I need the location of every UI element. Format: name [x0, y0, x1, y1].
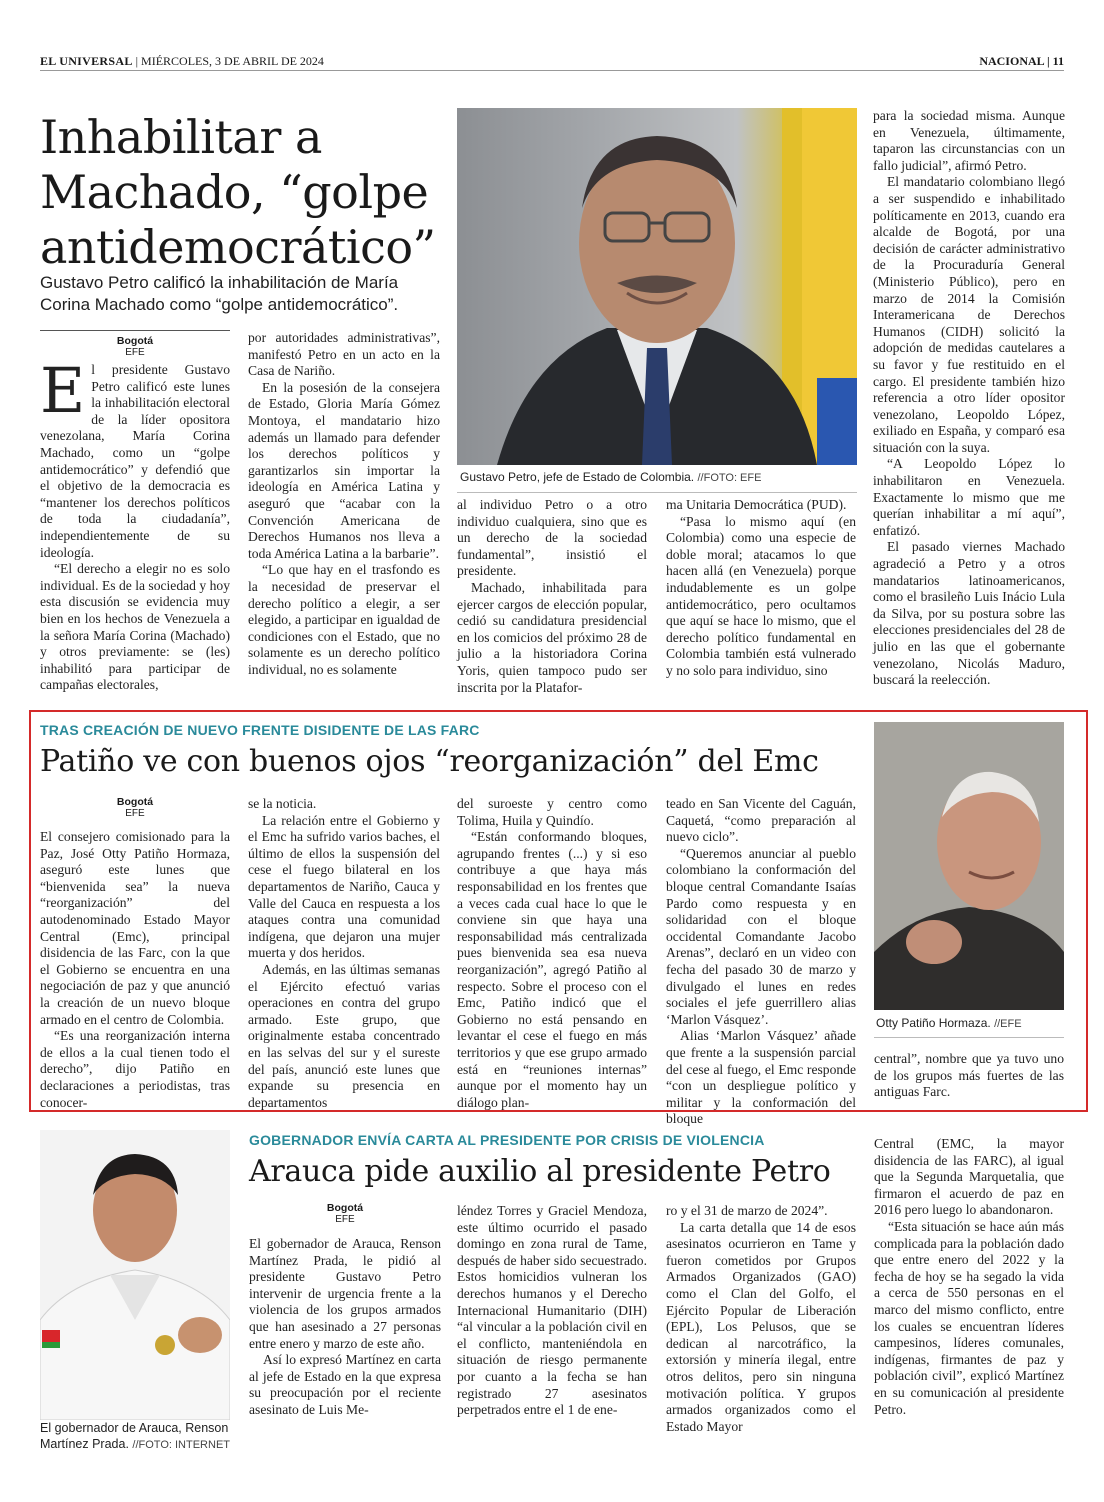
dateline: Bogotá: [326, 1202, 364, 1214]
paragraph: “A Leopoldo López lo inhabilitaron en Venezuela. Exactamente lo mismo que me querían inhabilitar a mí aquí”, enfatizó.: [873, 456, 1065, 538]
portrait-illustration: [40, 1130, 230, 1420]
story1-deck: Gustavo Petro calificó la inhabilitación de María Corina Machado como “golpe antidemocrático”.: [40, 273, 399, 314]
story3-column-3: [666, 1203, 856, 1435]
story2-byline: [40, 797, 230, 819]
paragraph: En la posesión de la consejera de Estado, Gloria María Gómez Montoya, el mandatario hizo además un llamado para defender los derechos políticos y garantizarlos sin importar la ideología en América Latina y aseguró que “acabar con la Convención Americana de Derechos Humanos nos lleva a toda América Latina a la barbarie”.: [248, 379, 440, 561]
paragraph: El mandatario colombiano llegó a ser suspendido e inhabilitado políticamente en 2013, cuando era alcalde de Bogotá, por una decisión de carácter administrativo de la Procuraduría General (Ministerio Público), pero en marzo de 2014 la Comisión Interamericana de Derechos Humanos (CIDH) solicitó la adopción de medidas cautelares a su favor y fue restituido en el cargo. El presidente también hizo referencia a otro líder opositor venezolano, Leopoldo López, exiliado en España, y comparó esa situación con la suya.: [873, 174, 1065, 455]
story3-byline: [249, 1203, 441, 1225]
caption-text: Gustavo Petro, jefe de Estado de Colombia.: [460, 470, 695, 484]
patino-photo-caption: [876, 1016, 1066, 1032]
paragraph: al individuo Petro o a otro individuo cualquiera, sino que es un derecho de la sociedad fundamental”, insistió el presidente.: [457, 497, 647, 579]
dateline: Bogotá: [116, 796, 154, 808]
paragraph: Alias ‘Marlon Vásquez’ añade que frente a la suspensión parcial del cese al fuego, el Emc responde “con un despliegue político y militar y la conformación del bloque: [666, 1028, 856, 1127]
paragraph: ro y el 31 de marzo de 2024”.: [666, 1203, 828, 1218]
governor-photo: [40, 1130, 230, 1420]
story1-column-2: [248, 330, 440, 678]
story3-column-1: [249, 1236, 441, 1419]
caption-text: Otty Patiño Hormaza.: [876, 1016, 991, 1030]
paragraph: por autoridades administrativas”, manifestó Petro en un acto en la Casa de Nariño.: [248, 330, 440, 379]
governor-photo-caption: [40, 1420, 240, 1453]
portrait-illustration: [874, 722, 1064, 1010]
patino-photo: [874, 722, 1064, 1010]
agency: EFE: [125, 347, 145, 358]
petro-photo-caption: [460, 470, 860, 486]
drop-cap: E: [40, 354, 86, 427]
issue-date: MIÉRCOLES, 3 DE ABRIL DE 2024: [141, 54, 324, 68]
paragraph: léndez Torres y Graciel Mendoza, este último ocurrido el pasado domingo en zona rural de Tame, después de haber sido secuestrado. Estos homicidios vulneran los derechos humanos y el Derecho Internacional Humanitario (DIH) “al vincular a la población civil en el conflicto, manteniéndola en situación de riesgo permanente por cuanto a la fecha se han registrado 27 asesinatos perpetrados entre el 1 de ene-: [457, 1203, 647, 1418]
section-page: NACIONAL | 11: [979, 54, 1064, 68]
story3-kicker: GOBERNADOR ENVÍA CARTA AL PRESIDENTE POR CRISIS DE VIOLENCIA: [249, 1132, 765, 1148]
paragraph: para la sociedad misma. Aunque en Venezuela, últimamente, taparon las circunstancias con un fallo judicial”, afirmó Petro.: [873, 108, 1065, 173]
headline-line: Machado, “golpe: [40, 165, 429, 219]
newspaper-name: EL UNIVERSAL: [40, 54, 133, 68]
story1-headline: [40, 110, 450, 275]
paragraph: central”, nombre que ya tuvo uno de los grupos más fuertes de las antiguas Farc.: [874, 1051, 1064, 1100]
paragraph: del suroeste y centro como Tolima, Huila y Quindío.: [457, 796, 647, 828]
story2-column-2: [248, 796, 440, 1111]
petro-photo: [457, 108, 857, 465]
paragraph: El pasado viernes Machado agradeció a Petro y a otros mandatarios latinoamericanos, como el brasileño Luis Inácio Lula da Silva, por su postura sobre las elecciones presidenciales del 28 de julio en las que el gobernante venezolano, Nicolás Maduro, buscará la reelección.: [873, 539, 1065, 688]
paragraph: “Esta situación se hace aún más complicada para la población dado que entre enero del 2022 y la fecha de hoy se ha segado la vida a cerca de 550 personas en el marco del mismo conflicto, entre los cuales se encuentran líderes campesinos, líderes comunales, indígenas, firmantes de paz y población civil”, explicó Martínez en su comunicación al presidente Petro.: [874, 1218, 1064, 1417]
paragraph: “Están conformando bloques, agrupando frentes (...) y si eso contribuye a que haya más responsabilidad en los frentes que a veces cada cual hace lo que le conviene sin que haya una responsabilidad más centralizada pues bienvenida sea esa nueva reorganización”, agregó Patiño al respecto. Sobre el proceso con el Emc, Patiño indicó que el Gobierno no está pensando en levantar el cese el fuego en más territorios y que ese grupo armado está en “reuniones internas” aunque por el momento hay un diálogo plan-: [457, 829, 647, 1110]
story2-column-5: [874, 1051, 1064, 1101]
caption-line: [40, 1436, 240, 1453]
paragraph: La carta detalla que 14 de esos asesinatos ocurrieron en Tame y fueron cometidos por Grupos Armados Organizados (GAO) como el Clan del Golfo, el Ejército Popular de Liberación (EPL), Los Pelusos, que se dedican al narcotráfico, la extorsión y minería ilegal, entre otros delitos, pero sin ninguna motivación política. Y grupos armados organizados como el Estado Mayor: [666, 1219, 856, 1434]
story3-headline: Arauca pide auxilio al presidente Petro: [249, 1154, 831, 1189]
paragraph: “Es una reorganización interna de ellos a la cual tienen todo el derecho”, dijo Patiño en declaraciones a periodistas, tras conocer-: [40, 1028, 230, 1110]
paragraph: Machado, inhabilitada para ejercer cargos de elección popular, cedió su candidatura presidencial en los comicios del próximo 28 de julio a la historiadora Corina Yoris, quien tampoco pudo ser inscrita por la Platafor-: [457, 579, 647, 695]
story3-column-2: [457, 1203, 647, 1419]
story1-column-3: [457, 497, 647, 696]
agency: EFE: [335, 1214, 355, 1225]
story2-kicker: TRAS CREACIÓN DE NUEVO FRENTE DISIDENTE DE LAS FARC: [40, 722, 480, 738]
paragraph: se la noticia.: [248, 796, 317, 811]
story2-headline: Patiño ve con buenos ojos “reorganización” del Emc: [40, 744, 819, 779]
story1-column-4: [666, 497, 856, 680]
caption-text: Martínez Prada.: [40, 1437, 129, 1451]
headline-line: antidemocrático”: [40, 220, 436, 274]
photo-credit: //FOTO: INTERNET: [132, 1439, 230, 1451]
story2-column-4: [666, 796, 856, 1128]
paragraph: “El derecho a elegir no es solo individual. Es de la sociedad y hoy esta discusión se evidencia muy bien en los hechos de Venezuela a la señora María Corina (Machado) y otros previamente: se (les) inhabilitó para participar de campañas electorales,: [40, 561, 230, 693]
paragraph: “Lo que hay en el trasfondo es la necesidad de preservar el derecho político a elegir, a ser elegido, a participar en igualdad de condiciones con el Estado, que no solamente es un derecho político individual, no es solamente: [248, 562, 440, 677]
paragraph: teado en San Vicente del Caguán, Caquetá, “como preparación al nuevo ciclo”.: [666, 796, 856, 845]
paragraph: “Pasa lo mismo aquí (en Colombia) como una especie de doble moral; atacamos lo que hacen allá (en Venezuela) porque indudablemente es un golpe antidemocrático, pero ocultamos que aquí se hace lo mismo, que el derecho político fundamental en Colombia también está vulnerado y no solo para individuo, sino: [666, 513, 856, 678]
paragraph: El consejero comisionado para la Paz, José Otty Patiño Hormaza, aseguró este lunes que “bienvenida sea” la nueva “reorganización” del autodenominado Estado Mayor Central (Emc), principal disidencia de las Farc, con la que el Gobierno se encuentra en una negociación de paz y que anunció la creación de un nuevo bloque armado en el centro de Colombia.: [40, 829, 230, 1027]
photo-credit: //FOTO: EFE: [697, 472, 762, 484]
portrait-illustration: [457, 108, 857, 465]
story1-column-1: [40, 354, 230, 694]
paragraph: Central (EMC, la mayor disidencia de las FARC), al igual que la Segunda Marquetalia, que firmaron el acuerdo de paz en 2016 pero luego lo abandonaron.: [874, 1136, 1064, 1218]
dateline: Bogotá: [116, 335, 154, 347]
paragraph: El gobernador de Arauca, Renson Martínez Prada, le pidió al presidente Gustavo Petro intervenir de urgencia frente a la violencia de los grupos armados que han asesinado a 27 personas entre enero y marzo de este año.: [249, 1236, 441, 1351]
section-name: NACIONAL: [979, 54, 1044, 68]
paragraph: Así lo expresó Martínez en carta al jefe de Estado en la que expresa su preocupación por el reciente asesinato de Luis Me-: [249, 1352, 441, 1417]
photo-credit: //EFE: [994, 1018, 1022, 1030]
paragraph: “Queremos anunciar al pueblo colombiano la conformación del bloque central Comandante Isaías Pardo como respuesta y en solidaridad con el bloque occidental Comandante Jacobo Arenas”, declaró en un video con fecha del pasado 30 de marzo y divulgado el lunes en redes sociales el jefe guerrillero alias ‘Marlon Vásquez’.: [666, 845, 856, 1027]
agency: EFE: [125, 808, 145, 819]
page-number: 11: [1052, 54, 1064, 68]
story2-column-1: [40, 829, 230, 1111]
caption-line: El gobernador de Arauca, Renson: [40, 1421, 229, 1435]
paragraph: ma Unitaria Democrática (PUD).: [666, 497, 847, 512]
paragraph: l presidente Gustavo Petro calificó este lunes la inhabilitación electoral de la líder opositora venezolana, María Corina Machado, como un “golpe antidemocrático” y defendió que el objetivo de la democracia es “mantener los derechos políticos de toda la ciudadanía”, independientemente de su ideología.: [40, 362, 230, 560]
paragraph: Además, en las últimas semanas el Ejército efectuó varias operaciones en contra del grupo armado. Este grupo, que originalmente estaba concentrado en las selvas del sur y el sureste del país, anunció este lunes que expande su presencia en departamentos: [248, 961, 440, 1110]
story3-column-4: [874, 1136, 1064, 1418]
headline-line: Inhabilitar a: [40, 110, 322, 164]
story2-column-3: [457, 796, 647, 1111]
page-header: EL UNIVERSAL | MIÉRCOLES, 3 DE ABRIL DE 2024 NACIONAL | 11: [40, 53, 1064, 71]
paragraph: La relación entre el Gobierno y el Emc ha sufrido varios baches, el último de ellos la suspensión del cese el fuego bilateral en los departamentos de Nariño, Cauca y Valle del Cauca en respuesta a los ataques contra una comunidad indígena, que dejaron una mujer muerta y dos heridos.: [248, 812, 440, 961]
story1-column-5: [873, 108, 1065, 689]
